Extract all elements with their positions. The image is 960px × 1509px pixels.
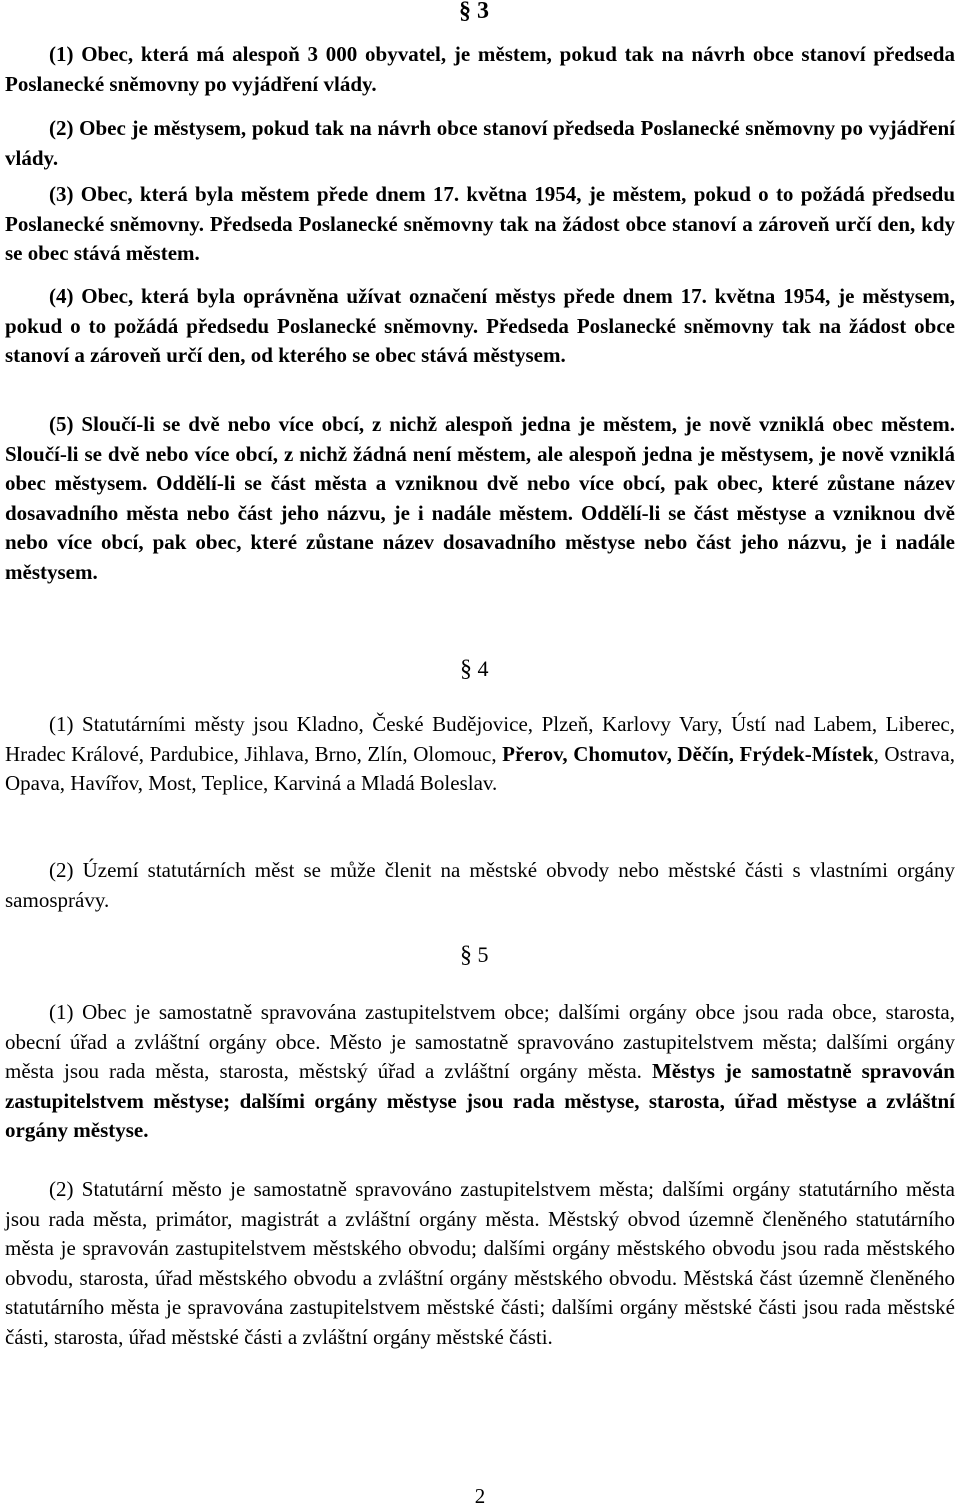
section-heading-3: § 3 bbox=[459, 0, 489, 24]
paragraph-text: (1) Obec je samostatně spravována zastupitelstvem obce; dalšími orgány obce jsou rada obce, starosta, obecní úřad a zvláštní orgány obce. Město je samostatně spravováno zastupitelstvem města; dalšími orgány města jsou rada města, starosta, městský úřad a zvláštní orgány města. bbox=[5, 1000, 955, 1083]
paragraph-text: , Ostrava, Opava, Havířov, Most, Teplice, Karviná a Mladá Boleslav. bbox=[5, 741, 955, 795]
page-number: 2 bbox=[474, 1484, 486, 1508]
paragraph-bold-text: Městys je samostatně spravován zastupitelstvem městyse; dalšími orgány městyse jsou rada městyse, starosta, úřad městyse a zvláštní orgány městyse. bbox=[5, 1059, 955, 1142]
paragraph-4-2: (2) Území statutárních měst se může členit na městské obvody nebo městské části s vlastními orgány samosprávy. bbox=[5, 858, 955, 912]
paragraph-3-3: (3) Obec, která byla městem přede dnem 17. května 1954, je městem, pokud o to požádá předsedu Poslanecké sněmovny. Předseda Poslanecké sněmovny tak na žádost obce stanoví a zároveň určí den, kdy se obec stává městem. bbox=[5, 182, 955, 265]
paragraph-5-1 bbox=[5, 998, 955, 1146]
section-heading-4 bbox=[460, 656, 489, 683]
paragraph-3-2: (2) Obec je městysem, pokud tak na návrh obce stanoví předseda Poslanecké sněmovny po vyjádření vlády. bbox=[5, 116, 955, 170]
paragraph-text: (1) Statutárními městy jsou Kladno, České Budějovice, Plzeň, Karlovy Vary, Ústí nad Labem, Liberec, Hradec Králové, Pardubice, Jihlava, Brno, Zlín, Olomouc, bbox=[5, 712, 955, 766]
section-heading-5 bbox=[460, 942, 489, 969]
section-number: 4 bbox=[477, 656, 489, 681]
paragraph-3-4: (4) Obec, která byla oprávněna užívat označení městys přede dnem 17. května 1954, je městysem, pokud o to požádá předsedu Poslanecké sněmovny. Předseda Poslanecké sněmovny tak na žádost obce stanoví a zároveň určí den, od kterého se obec stává městysem. bbox=[5, 284, 955, 367]
paragraph-bold-text: Přerov, Chomutov, Děčín, Frýdek-Místek bbox=[502, 741, 874, 766]
paragraph-3-1: (1) Obec, která má alespoň 3 000 obyvatel, je městem, pokud tak na návrh obce stanoví předseda Poslanecké sněmovny po vyjádření vlády. bbox=[5, 42, 955, 96]
section-sign: § bbox=[460, 942, 472, 968]
paragraph-5-2: (2) Statutární město je samostatně spravováno zastupitelstvem města; dalšími orgány statutárního města jsou rada města, primátor, magistrát a zvláštní orgány města. Městský obvod územně členěného statutárního města je spravován zastupitelstvem městského obvodu; dalšími orgány městského obvodu jsou rada městského obvodu, starosta, úřad městského obvodu a zvláštní orgány městského obvodu. Městská část územně členěného statutárního města je spravována zastupitelstvem městské části; dalšími orgány městské části jsou rada městské části, starosta, úřad městské části a zvláštní orgány městské části. bbox=[5, 1177, 955, 1349]
section-sign: § bbox=[460, 656, 472, 682]
paragraph-4-1 bbox=[5, 710, 955, 799]
section-number: 5 bbox=[477, 942, 489, 967]
paragraph-3-5: (5) Sloučí-li se dvě nebo více obcí, z nichž alespoň jedna je městem, je nově vzniklá obec městem. Sloučí-li se dvě nebo více obcí, z nichž žádná není městem, ale alespoň jedna je městysem, je nově vzniklá obec městysem. Oddělí-li se část města a vzniknou dvě nebo více obcí, pak obec, které zůstane název dosavadního města nebo část jeho názvu, je i nadále městem. Oddělí-li se část městyse a vzniknou dvě nebo více obcí, pak obec, které zůstane název dosavadního městyse nebo část jeho názvu, je i nadále městysem. bbox=[5, 412, 955, 584]
